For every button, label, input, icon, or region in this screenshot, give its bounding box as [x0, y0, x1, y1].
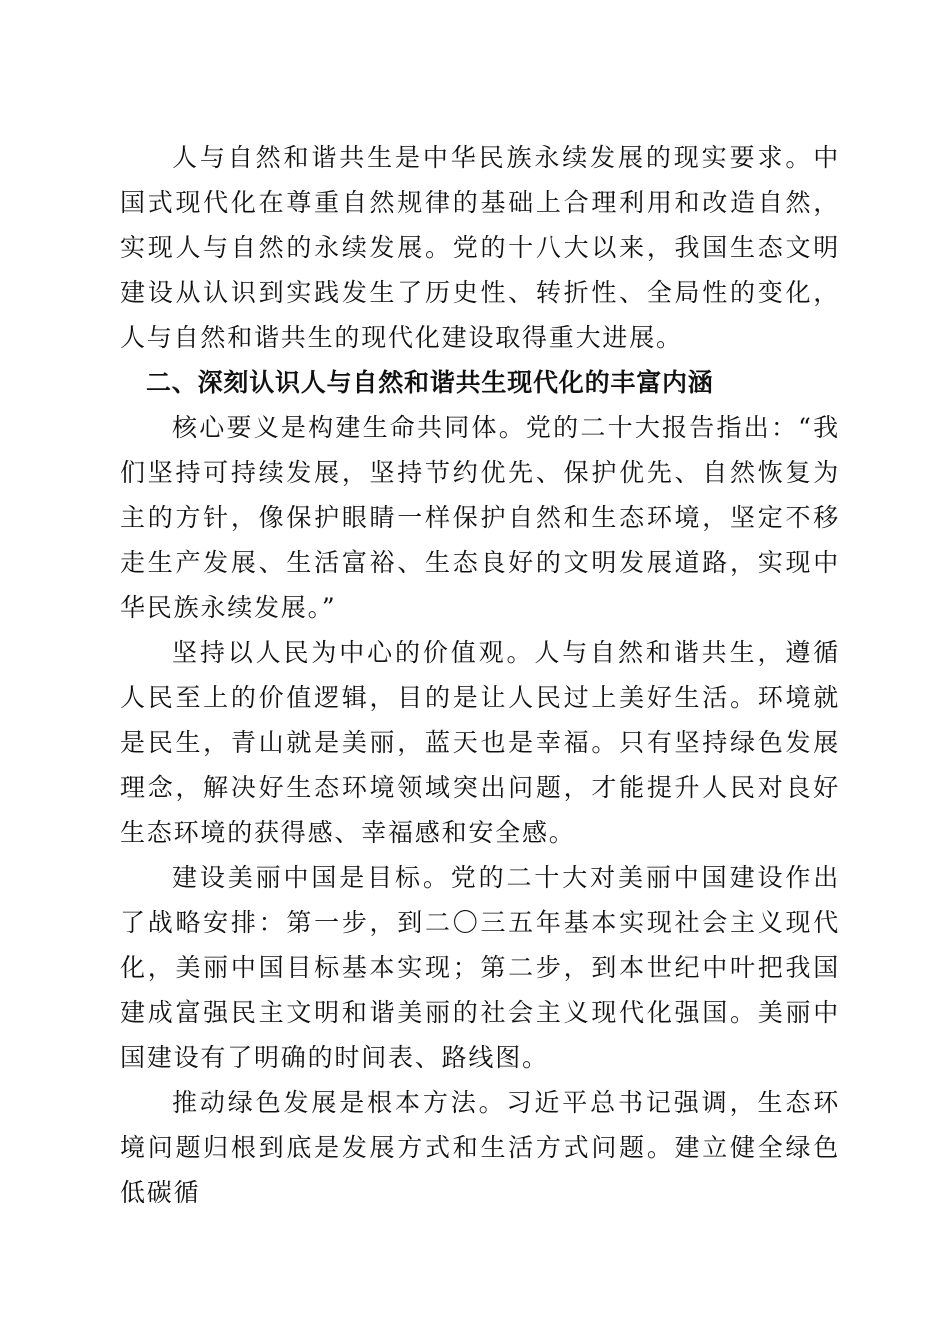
paragraph-life-community: 核心要义是构建生命共同体。党的二十大报告指出：“我们坚持可持续发展，坚持节约优先、保护优先、自然恢复为主的方针，像保护眼睛一样保护自然和生态环境，坚定不移走生产发展、生活富裕、生态良好的文明发展道路，实现中华民族永续发展。”	[120, 413, 840, 622]
paragraph-green-development: 推动绿色发展是根本方法。习近平总书记强调，生态环境问题归根到底是发展方式和生活方式问题。建立健全绿色低碳循	[120, 1088, 840, 1207]
section-heading: 二、深刻认识人与自然和谐共生现代化的丰富内涵	[146, 368, 714, 397]
paragraph-beautiful-china: 建设美丽中国是目标。党的二十大对美丽中国建设作出了战略安排：第一步，到二〇三五年基本实现社会主义现代化，美丽中国目标基本实现；第二步，到本世纪中叶把我国建成富强民主文明和谐美丽的社会主义现代化强国。美丽中国建设有了明确的时间表、路线图。	[120, 863, 840, 1072]
paragraph-harmony-requirement: 人与自然和谐共生是中华民族永续发展的现实要求。中国式现代化在尊重自然规律的基础上合理利用和改造自然，实现人与自然的永续发展。党的十八大以来，我国生态文明建设从认识到实践发生了历史性、转折性、全局性的变化，人与自然和谐共生的现代化建设取得重大进展。	[120, 143, 840, 352]
document-body	[120, 135, 840, 1215]
paragraph-people-centered: 坚持以人民为中心的价值观。人与自然和谐共生，遵循人民至上的价值逻辑，目的是让人民过上美好生活。环境就是民生，青山就是美丽，蓝天也是幸福。只有坚持绿色发展理念，解决好生态环境领域突出问题，才能提升人民对良好生态环境的获得感、幸福感和安全感。	[120, 638, 840, 847]
